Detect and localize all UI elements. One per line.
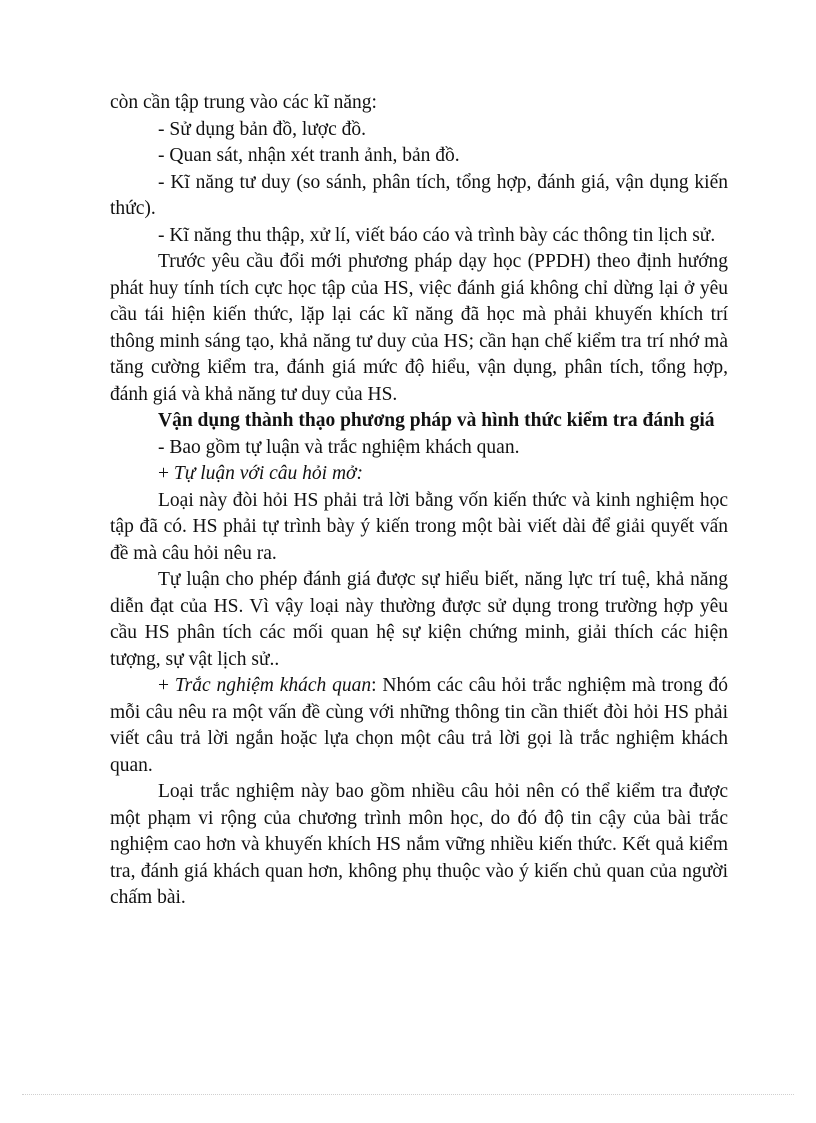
- paragraph-essay-description: Loại này đòi hỏi HS phải trả lời bằng vốn kiến thức và kinh nghiệm học tập đã có. HS phải tự trình bày ý kiến trong một bài viết dài để giải quyết vấn đề mà câu hỏi nêu ra.: [110, 489, 728, 564]
- list-item-thinking-skill: - Kĩ năng tư duy (so sánh, phân tích, tổng hợp, đánh giá, vận dụng kiến thức).: [110, 171, 728, 219]
- subheading-objective-rest: : Nhóm các câu hỏi trắc nghiệm mà trong đó mỗi câu nêu ra một vấn đề cùng với những thông tin cần thiết đòi hỏi HS phải viết câu trả lời ngắn hoặc lựa chọn một câu trả lời gọi là trắc nghiệm khách quan.: [110, 675, 728, 776]
- list-item-map-skill: - Sử dụng bản đồ, lược đồ.: [158, 118, 367, 140]
- subheading-essay-prefix: +: [158, 463, 174, 484]
- paragraph-objective-test-benefits: Loại trắc nghiệm này bao gồm nhiều câu hỏi nên có thể kiểm tra được một phạm vi rộng của chương trình môn học, do đó độ tin cậy của bài trắc nghiệm cao hơn và khuyến khích HS nắm vững nhiều kiến thức. Kết quả kiểm tra, đánh giá khách quan hơn, không phụ thuộc vào ý kiến chủ quan của người chấm bài.: [110, 781, 728, 908]
- subheading-essay-title: Tự luận với câu hỏi mở:: [173, 463, 363, 484]
- subheading-essay: [110, 461, 728, 488]
- list-item-observation-skill: - Quan sát, nhận xét tranh ảnh, bản đồ.: [158, 145, 460, 166]
- section-heading: Vận dụng thành thạo phương pháp và hình thức kiểm tra đánh giá: [158, 410, 715, 431]
- subheading-objective-title: Trắc nghiệm khách quan: [174, 675, 372, 696]
- subheading-objective-test: [110, 673, 728, 779]
- paragraph-essay-evaluation: Tự luận cho phép đánh giá được sự hiểu biết, năng lực trí tuệ, khả năng diễn đạt của HS. Vì vậy loại này thường được sử dụng trong trường hợp yêu cầu HS phân tích các mối quan hệ sự kiện chứng minh, giải thích các hiện tượng, sự vật lịch sử..: [110, 569, 728, 670]
- page-bottom-divider: [22, 1094, 794, 1095]
- list-item-assessment-types: - Bao gồm tự luận và trắc nghiệm khách quan.: [158, 436, 520, 458]
- paragraph-intro: còn cần tập trung vào các kĩ năng:: [110, 92, 377, 113]
- list-item-information-skill: - Kĩ năng thu thập, xử lí, viết báo cáo và trình bày các thông tin lịch sử.: [158, 224, 716, 246]
- subheading-objective-prefix: +: [158, 675, 175, 696]
- paragraph-ppdh: Trước yêu cầu đổi mới phương pháp dạy học (PPDH) theo định hướng phát huy tính tích cực học tập của HS, việc đánh giá không chỉ dừng lại ở yêu cầu tái hiện kiến thức, lặp lại các kĩ năng đã học mà phải khuyến khích trí thông minh sáng tạo, khả năng tư duy của HS; cần hạn chế kiểm tra trí nhớ mà tăng cường kiểm tra, đánh giá mức độ hiểu, vận dụng, phân tích, tổng hợp, đánh giá và khả năng tư duy của HS.: [110, 251, 728, 405]
- document-page: [110, 90, 728, 912]
